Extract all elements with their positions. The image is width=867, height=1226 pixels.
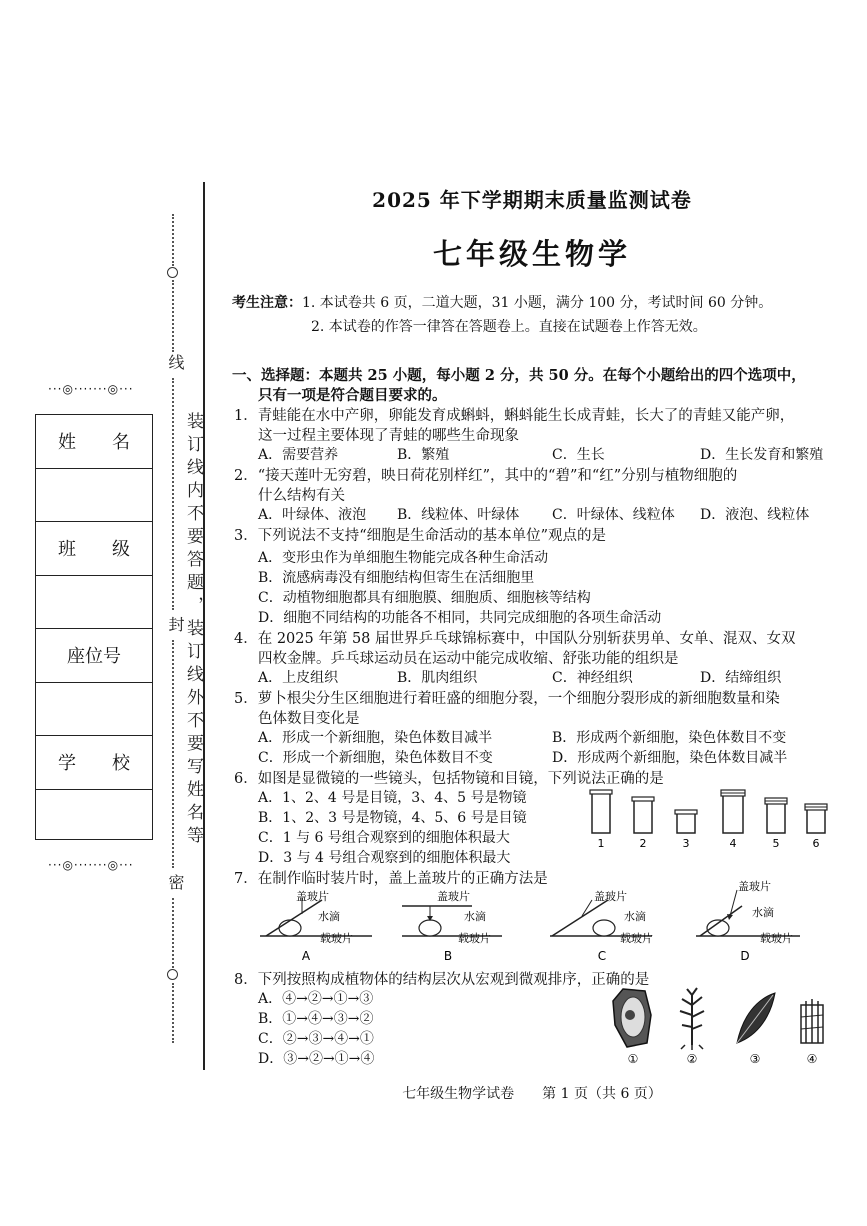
cut-line-segment-4 xyxy=(172,640,174,868)
notice-line-1 xyxy=(232,292,772,312)
plant-label-4: ④ xyxy=(806,1052,818,1066)
left-dots-top: ···◎·······◎··· xyxy=(48,382,134,396)
svg-text:载玻片: 载玻片 xyxy=(760,932,793,945)
q6-option-a[interactable]: A．1、2、4 号是目镜，3、4、5 号是物镜 xyxy=(258,790,527,806)
lens-label-2: 2 xyxy=(639,837,647,850)
lens-3-icon xyxy=(675,810,697,833)
svg-text:水滴: 水滴 xyxy=(624,910,646,923)
svg-text:水滴: 水滴 xyxy=(318,910,340,923)
q6-option-c[interactable]: C．1 与 6 号组合观察到的细胞体积最大 xyxy=(258,830,510,846)
coverslip-option-b-diagram xyxy=(402,889,502,963)
q2-option-c[interactable]: C．叶绿体、线粒体 xyxy=(552,507,675,523)
lens-figure xyxy=(580,785,830,850)
q1-option-d[interactable]: D．生长发育和繁殖 xyxy=(700,447,824,463)
q5-option-b[interactable]: B．形成两个新细胞，染色体数目不变 xyxy=(552,730,787,746)
binding-char-mi: 密 xyxy=(166,874,185,896)
coverslip-figure xyxy=(252,876,832,966)
notice-item-1: 1. 本试卷共 6 页，二道大题，31 小题，满分 100 分，考试时间 60 分钟。 xyxy=(302,295,773,311)
student-info-box xyxy=(35,414,153,840)
field-school-label: 学 校 xyxy=(36,736,152,790)
field-class-blank[interactable] xyxy=(36,576,152,630)
leaf-icon xyxy=(737,993,775,1043)
binding-warning-text: 装订线内不要答题，装订线外不要写姓名等 xyxy=(183,412,203,849)
q4-stem-line1: 4．在 2025 年第 58 届世界乒乓球锦标赛中，中国队分别斩获男单、女单、混双、女双 xyxy=(234,631,796,647)
q6-option-b[interactable]: B．1、2、3 号是物镜，4、5、6 号是目镜 xyxy=(258,810,527,826)
coverslip-option-c-label: C xyxy=(597,949,607,963)
q3-stem: 3．下列说法不支持“细胞是生命活动的基本单位”观点的是 xyxy=(234,528,607,544)
plant-label-1: ① xyxy=(627,1052,639,1066)
q1-option-b[interactable]: B．繁殖 xyxy=(397,447,450,463)
q5-option-a[interactable]: A．形成一个新细胞，染色体数目减半 xyxy=(258,730,493,746)
lens-label-1: 1 xyxy=(597,837,605,850)
lens-1-icon xyxy=(590,790,612,833)
cut-line-segment-6 xyxy=(172,983,174,1043)
coverslip-option-a-diagram xyxy=(260,889,372,963)
lens-label-3: 3 xyxy=(682,837,690,850)
coverslip-option-d-diagram xyxy=(696,879,800,963)
field-name-label: 姓 名 xyxy=(36,415,152,469)
exam-title: 2025 年下学期期末质量监测试卷 xyxy=(372,188,692,212)
svg-text:盖玻片: 盖玻片 xyxy=(738,880,771,893)
q4-option-d[interactable]: D．结缔组织 xyxy=(700,670,782,686)
svg-text:载玻片: 载玻片 xyxy=(620,932,653,945)
cut-line-segment-3 xyxy=(172,378,174,610)
q1-stem-line1: 1．青蛙能在水中产卵，卵能发育成蝌蚪，蝌蚪能生长成青蛙，长大了的青蛙又能产卵， xyxy=(234,408,795,424)
q4-option-a[interactable]: A．上皮组织 xyxy=(258,670,339,686)
svg-text:盖玻片: 盖玻片 xyxy=(594,890,627,903)
svg-text:盖玻片: 盖玻片 xyxy=(437,890,470,903)
q3-option-a[interactable]: A．变形虫作为单细胞生物能完成各种生命活动 xyxy=(258,550,549,566)
coverslip-option-a-label: A xyxy=(301,949,311,963)
q1-option-a[interactable]: A．需要营养 xyxy=(258,447,339,463)
svg-text:载玻片: 载玻片 xyxy=(458,932,491,945)
plant-levels-figure xyxy=(605,985,830,1067)
lens-label-5: 5 xyxy=(772,837,780,850)
q8-option-b[interactable]: B．①→④→③→② xyxy=(258,1011,374,1027)
cut-line-segment-5 xyxy=(172,898,174,968)
q1-option-c[interactable]: C．生长 xyxy=(552,447,605,463)
q2-option-d[interactable]: D．液泡、线粒体 xyxy=(700,507,810,523)
plant-cell-icon xyxy=(613,989,651,1047)
q2-option-b[interactable]: B．线粒体、叶绿体 xyxy=(397,507,520,523)
notice-item-2: 2. 本试卷的作答一律答在答题卷上。直接在试题卷上作答无效。 xyxy=(311,319,707,335)
binding-char-feng: 封 xyxy=(166,616,185,638)
whole-plant-icon xyxy=(680,988,704,1050)
q4-option-c[interactable]: C．神经组织 xyxy=(552,670,633,686)
lens-label-6: 6 xyxy=(812,837,820,850)
cut-line-segment-top xyxy=(172,214,174,266)
q7-stem: 7．在制作临时装片时，盖上盖玻片的正确方法是 xyxy=(234,871,548,887)
q5-option-d[interactable]: D．形成两个新细胞，染色体数目减半 xyxy=(552,750,788,766)
circle-mark-top xyxy=(167,267,178,278)
q8-stem: 8．下列按照构成植物体的结构层次从宏观到微观排序，正确的是 xyxy=(234,972,650,988)
plant-label-3: ③ xyxy=(749,1052,761,1066)
q5-stem-line2: 色体数目变化是 xyxy=(258,711,360,727)
q6-stem: 6．如图是显微镜的一些镜头，包括物镜和目镜，下列说法正确的是 xyxy=(234,771,664,787)
lens-label-4: 4 xyxy=(729,837,737,850)
q3-option-d[interactable]: D．细胞不同结构的功能各不相同，共同完成细胞的各项生命活动 xyxy=(258,610,662,626)
q5-stem-line1: 5．萝卜根尖分生区细胞进行着旺盛的细胞分裂，一个细胞分裂形成的新细胞数量和染 xyxy=(234,691,780,707)
q4-option-b[interactable]: B．肌肉组织 xyxy=(397,670,478,686)
q5-option-c[interactable]: C．形成一个新细胞，染色体数目不变 xyxy=(258,750,493,766)
left-dots-bottom: ···◎·······◎··· xyxy=(48,858,134,872)
field-seat-blank[interactable] xyxy=(36,683,152,737)
circle-mark-bottom xyxy=(167,969,178,980)
coverslip-option-c-diagram xyxy=(550,889,653,963)
coverslip-option-d-label: D xyxy=(740,949,750,963)
q3-option-c[interactable]: C．动植物细胞都具有细胞膜、细胞质、细胞核等结构 xyxy=(258,590,591,606)
q4-stem-line2: 四枚金牌。乒乓球运动员在运动中能完成收缩、舒张功能的组织是 xyxy=(258,651,679,667)
cut-line-segment-2 xyxy=(172,280,174,352)
q8-option-a[interactable]: A．④→②→①→③ xyxy=(258,991,374,1007)
plant-label-2: ② xyxy=(686,1052,698,1066)
field-seat-label: 座位号 xyxy=(36,629,152,683)
svg-text:盖玻片: 盖玻片 xyxy=(296,890,329,903)
lens-4-icon xyxy=(721,790,745,833)
tissue-icon xyxy=(801,999,823,1043)
lens-6-icon xyxy=(805,804,827,833)
q2-stem-line2: 什么结构有关 xyxy=(258,488,345,504)
section1-heading-2: 只有一项是符合题目要求的。 xyxy=(258,387,447,404)
field-name-blank[interactable] xyxy=(36,469,152,523)
q3-option-b[interactable]: B．流感病毒没有细胞结构但寄生在活细胞里 xyxy=(258,570,535,586)
q2-option-a[interactable]: A．叶绿体、液泡 xyxy=(258,507,367,523)
svg-text:水滴: 水滴 xyxy=(752,906,774,919)
q2-stem-line1: 2．“接天莲叶无穷碧，映日荷花别样红”，其中的“碧”和“红”分别与植物细胞的 xyxy=(234,468,738,484)
field-class-label: 班 级 xyxy=(36,522,152,576)
section1-heading-1: 一、选择题：本题共 25 小题，每小题 2 分，共 50 分。在每个小题给出的四个选项中， xyxy=(232,367,806,384)
subject-title: 七年级生物学 xyxy=(432,237,631,271)
svg-text:水滴: 水滴 xyxy=(464,910,486,923)
binding-char-xian: 线 xyxy=(166,354,185,376)
lens-2-icon xyxy=(632,797,654,833)
lens-5-icon xyxy=(765,798,787,833)
page-footer: 七年级生物学试卷 第 1 页（共 6 页） xyxy=(402,1086,662,1102)
notice-label: 考生注意： xyxy=(232,295,302,311)
q1-stem-line2: 这一过程主要体现了青蛙的哪些生命现象 xyxy=(258,428,519,444)
field-school-blank[interactable] xyxy=(36,790,152,843)
coverslip-option-b-label: B xyxy=(443,949,453,963)
q6-option-d[interactable]: D．3 与 4 号组合观察到的细胞体积最大 xyxy=(258,850,511,866)
svg-text:载玻片: 载玻片 xyxy=(320,932,353,945)
q8-option-d[interactable]: D．③→②→①→④ xyxy=(258,1051,375,1067)
q8-option-c[interactable]: C．②→③→④→① xyxy=(258,1031,374,1047)
